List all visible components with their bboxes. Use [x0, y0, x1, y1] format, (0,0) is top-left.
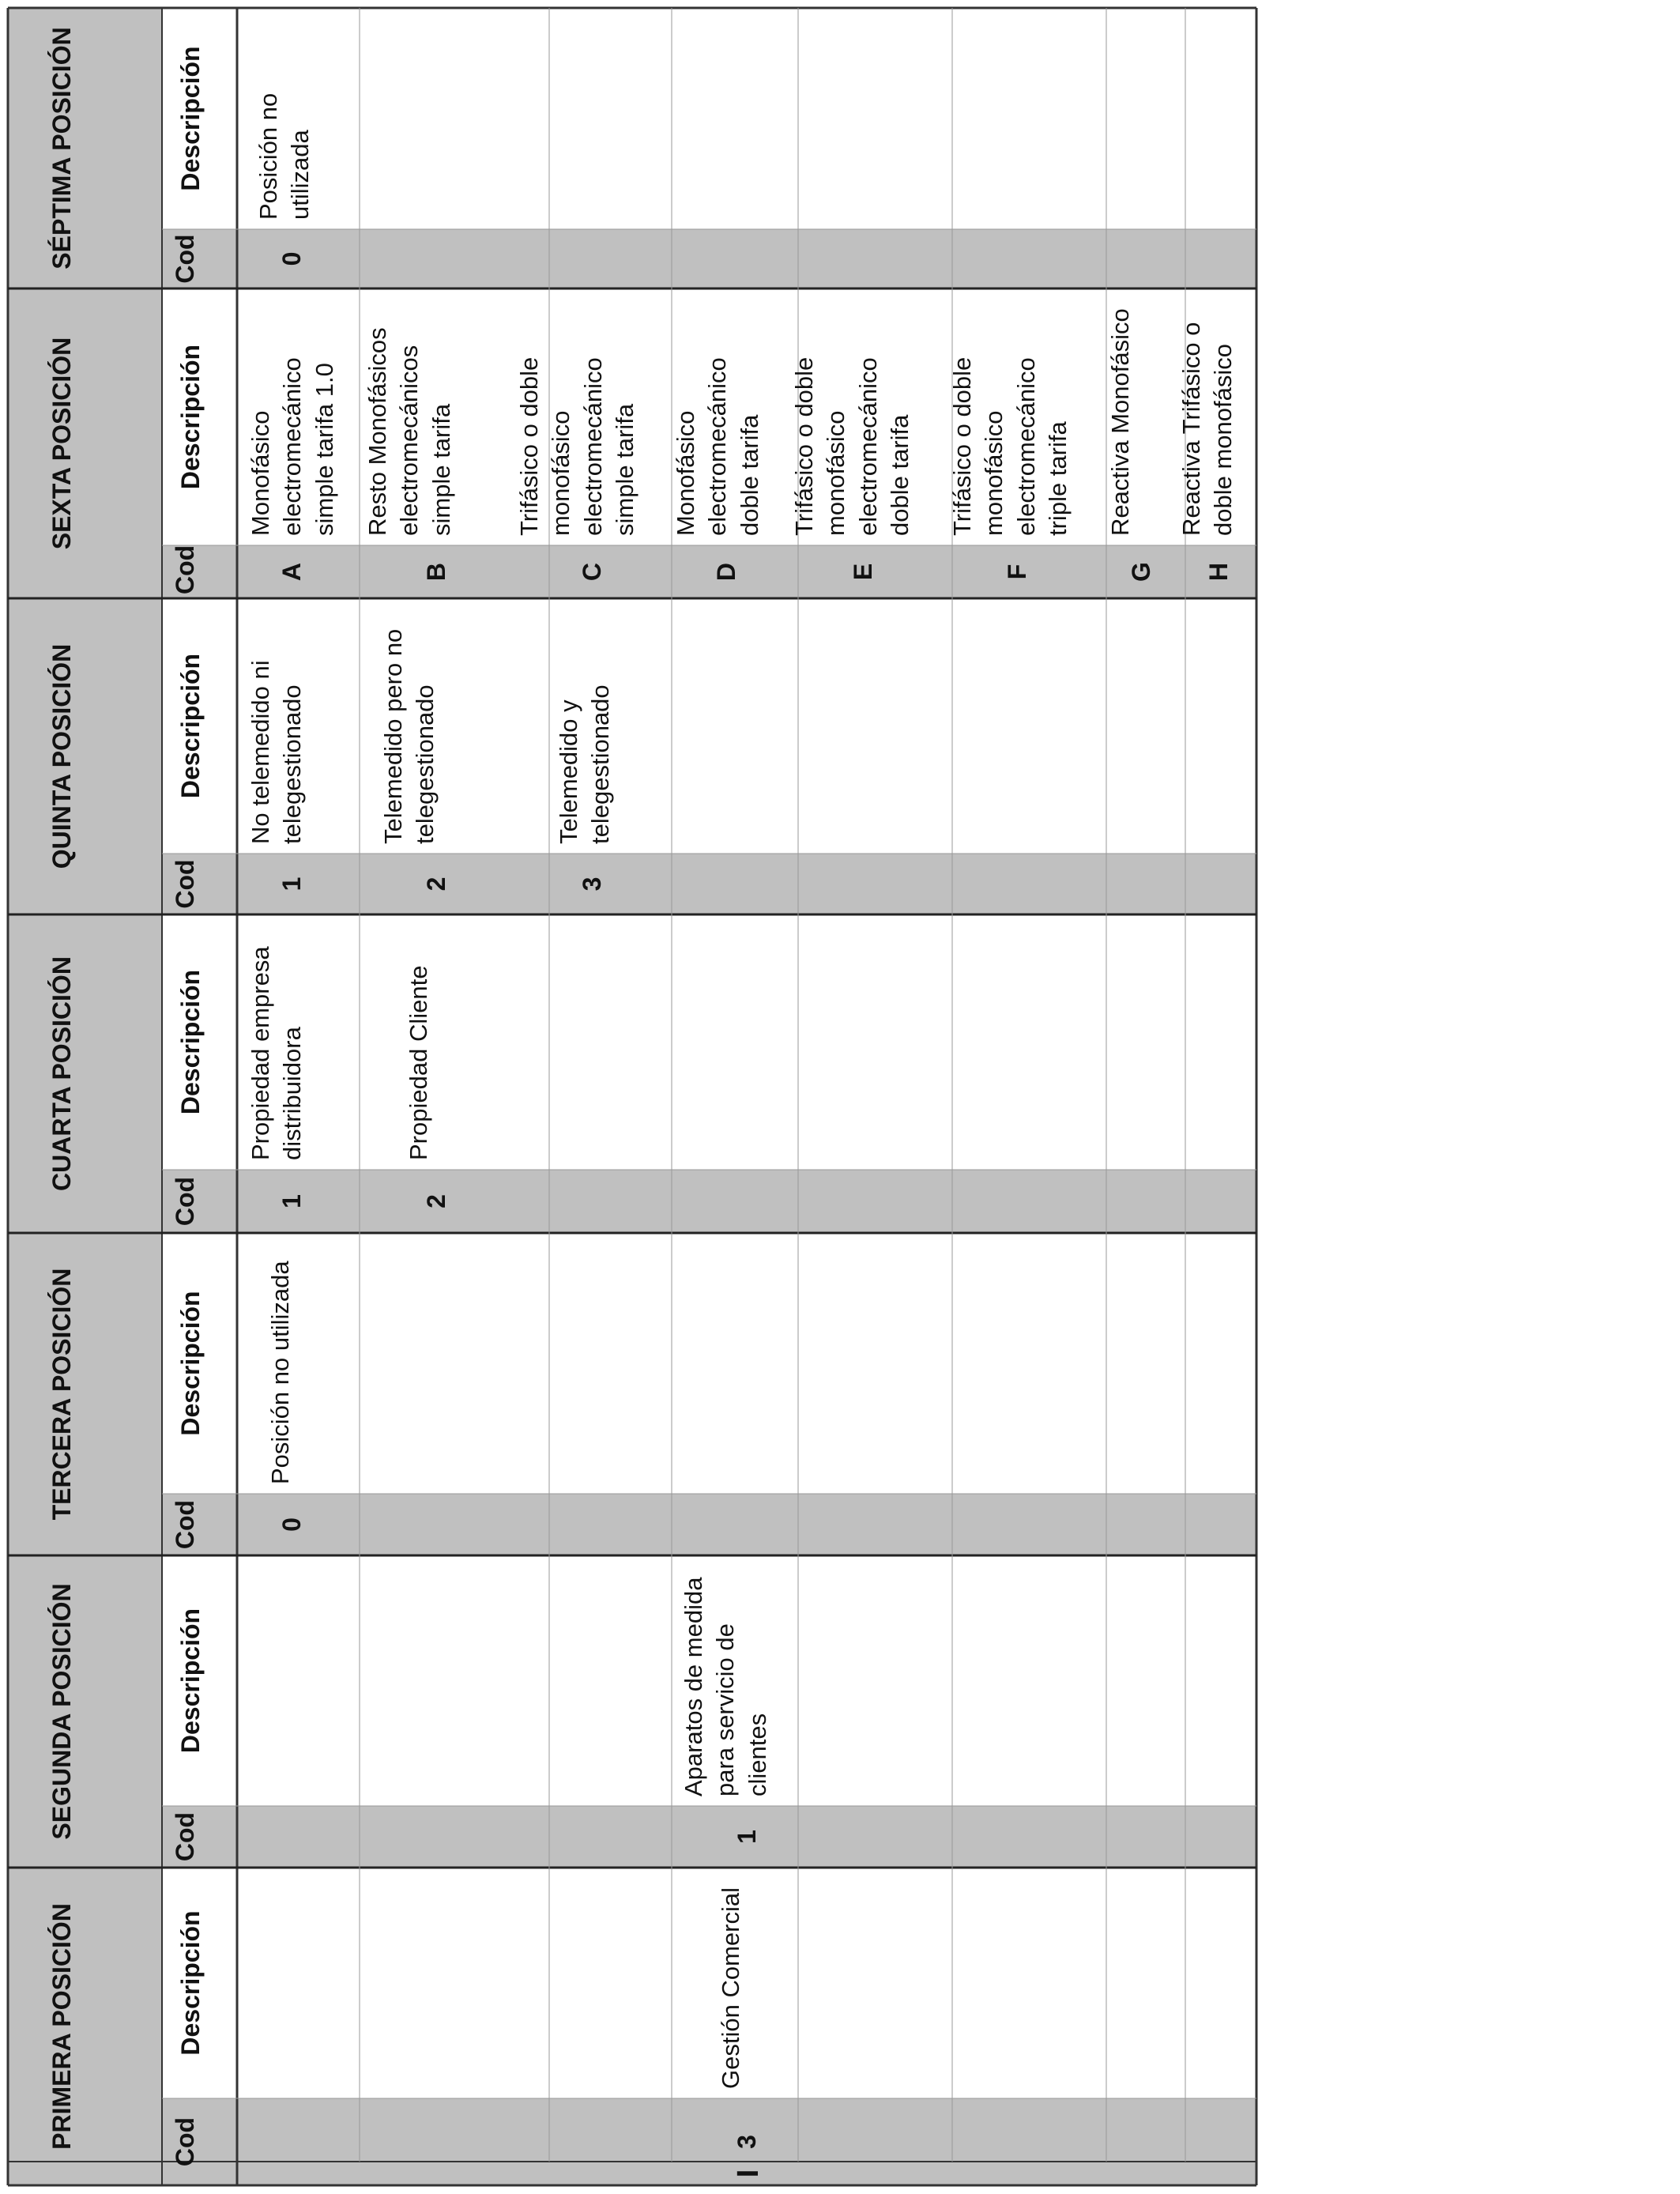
code-header-1: Cod: [171, 2117, 199, 2167]
code-header-6: Cod: [171, 545, 199, 594]
desc-header-6: Descripción: [176, 344, 205, 490]
code-cell-4-1: 1: [277, 1194, 306, 1208]
desc-header-2: Descripción: [176, 1608, 205, 1754]
code-cell-6-3: C: [578, 562, 606, 582]
desc-cell-6-2: Resto Monofásicos electromecánicos simple tarifa: [363, 327, 455, 536]
desc-cell-5-2: Telemedido pero no telegestionado: [379, 628, 439, 844]
desc-cell-5-3: Telemedido y telegestionado: [555, 684, 615, 844]
desc-header-4: Descripción: [176, 969, 205, 1115]
code-header-4: Cod: [171, 1176, 199, 1227]
desc-cell-6-7: Reactiva Monofásico: [1106, 308, 1134, 536]
desc-cell-1-1: Gestión Comercial: [717, 1887, 744, 2089]
code-cell-3-1: 0: [277, 1517, 306, 1532]
code-cell-6-7: G: [1127, 562, 1155, 582]
desc-cell-6-5: Trifásico o doble monofásico electromecánico doble tarifa: [790, 356, 913, 536]
desc-header-1: Descripción: [176, 1910, 205, 2056]
section-title-5: QUINTA POSICIÓN: [47, 643, 76, 869]
desc-cell-4-1: Propiedad empresa distribuidora: [247, 946, 307, 1160]
code-cell-5-1: 1: [277, 876, 306, 892]
code-strip-5: [162, 854, 1256, 914]
code-cell-6-2: B: [422, 562, 450, 582]
code-strip-6: [162, 545, 1256, 598]
code-cell-6-1: A: [277, 562, 306, 582]
desc-cell-6-6: Trifásico o doble monofásico electromecánico triple tarifa: [948, 356, 1072, 536]
section-title-7: SÉPTIMA POSICIÓN: [47, 27, 76, 270]
row-code-strip-band: [162, 2162, 1256, 2185]
desc-cell-4-2: Propiedad Cliente: [405, 965, 432, 1160]
section-title-1: PRIMERA POSICIÓN: [47, 1903, 76, 2150]
desc-cell-5-1: No telemedido ni telegestionado: [247, 660, 307, 844]
code-header-5: Cod: [171, 859, 199, 909]
desc-header-7: Descripción: [176, 46, 205, 191]
desc-header-5: Descripción: [176, 653, 205, 799]
code-cell-5-2: 2: [422, 876, 450, 892]
code-strip-2: [162, 1806, 1256, 1868]
section-title-4: CUARTA POSICIÓN: [47, 956, 76, 1191]
code-strip-4: [162, 1170, 1256, 1233]
code-header-2: Cod: [171, 1811, 199, 1862]
desc-cell-2-1: Aparatos de medida para servicio de clientes: [680, 1577, 771, 1796]
desc-cell-7-1: Posición no utilizada: [254, 92, 315, 220]
code-cell-6-6: F: [1003, 564, 1031, 580]
section-title-3: TERCERA POSICIÓN: [47, 1268, 76, 1521]
code-cell-5-3: 3: [578, 876, 606, 892]
code-cell-4-2: 2: [422, 1194, 450, 1208]
code-cell-6-5: E: [849, 563, 877, 581]
desc-cell-6-8: Reactiva Trifásico o doble monofásico: [1177, 322, 1237, 536]
row-code: I: [732, 2169, 765, 2178]
desc-cell-3-1: Posición no utilizada: [266, 1261, 294, 1484]
code-cell-7-1: 0: [277, 251, 306, 266]
desc-cell-6-1: Monofásico electromecánico simple tarifa 1.0: [247, 357, 338, 536]
code-strip-7: [162, 229, 1256, 288]
code-cell-2-1: 1: [733, 1830, 761, 1844]
section-title-2: SEGUNDA POSICIÓN: [47, 1583, 76, 1840]
code-cell-1-1: 3: [733, 2135, 761, 2149]
desc-header-3: Descripción: [176, 1291, 205, 1436]
section-title-6: SEXTA POSICIÓN: [47, 337, 76, 550]
code-cell-6-4: D: [712, 562, 740, 582]
code-header-7: Cod: [171, 234, 199, 284]
desc-cell-6-3: Trifásico o doble monofásico electromecánico simple tarifa: [515, 356, 638, 536]
desc-cell-6-4: Monofásico electromecánico doble tarifa: [672, 357, 763, 536]
code-strip-3: [162, 1494, 1256, 1555]
code-header-3: Cod: [171, 1499, 199, 1550]
code-cell-6-8: H: [1204, 562, 1233, 582]
